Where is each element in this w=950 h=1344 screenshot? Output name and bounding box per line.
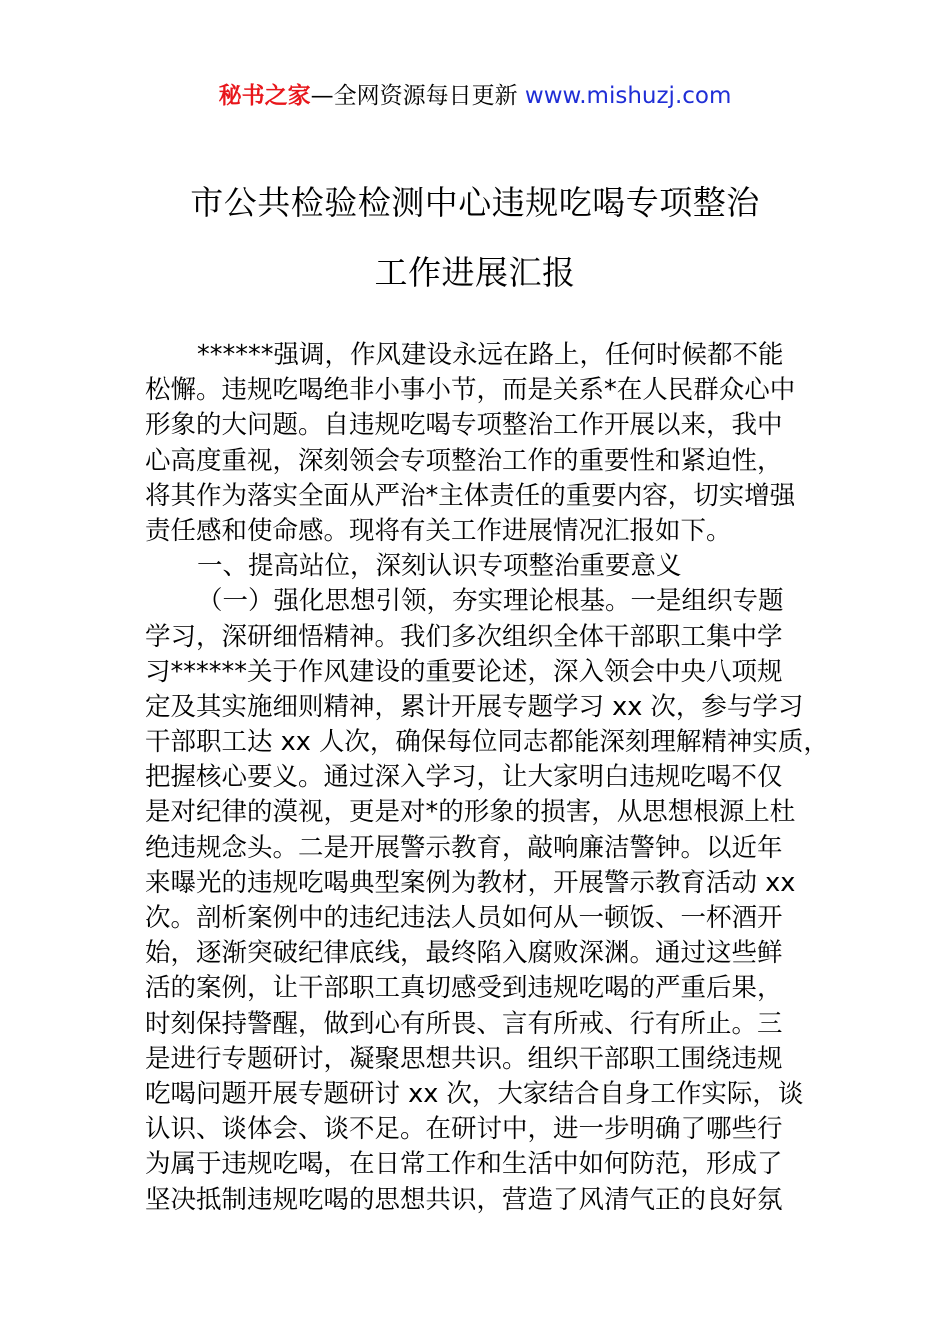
body-line: 绝违规念头。二是开展警示教育，敲响廉洁警钟。以近年 [145,832,783,863]
body-line: 始，逐渐突破纪律底线，最终陷入腐败深渊。通过这些鲜 [145,938,783,969]
section-heading: 一、提高站位，深刻认识专项整治重要意义 [197,551,682,582]
body-line: （一）强化思想引领，夯实理论根基。一是组织专题 [197,586,784,617]
body-line: 学习，深研细悟精神。我们多次组织全体干部职工集中学 [145,621,783,652]
body-line: 吃喝问题开展专题研讨 xx 次，大家结合自身工作实际，谈 [145,1078,804,1109]
body-line: 活的案例，让干部职工真切感受到违规吃喝的严重后果， [145,973,783,1004]
body-line: 心高度重视，深刻领会专项整治工作的重要性和紧迫性， [145,445,783,476]
body-line: 是对纪律的漠视，更是对*的形象的损害，从思想根源上杜 [145,797,796,828]
body-line: 是进行专题研讨，凝聚思想共识。组织干部职工围绕违规 [145,1043,783,1074]
site-slogan: —全网资源每日更新 [310,83,525,109]
body-line: 责任感和使命感。现将有关工作进展情况汇报如下。 [145,515,732,546]
body-line: 形象的大问题。自违规吃喝专项整治工作开展以来，我中 [145,410,783,441]
body-line: 定及其实施细则精神，累计开展专题学习 xx 次，参与学习 [145,691,804,722]
body-line: 来曝光的违规吃喝典型案例为教材，开展警示教育活动 xx [145,867,796,898]
document-title-line-1: 市公共检验检测中心违规吃喝专项整治 [190,183,760,222]
site-header [0,80,950,112]
body-line: 干部职工达 xx 人次，确保每位同志都能深刻理解精神实质， [145,727,829,758]
body-line: 为属于违规吃喝，在日常工作和生活中如何防范，形成了 [145,1149,783,1180]
body-line: 松懈。违规吃喝绝非小事小节，而是关系*在人民群众心中 [145,375,796,406]
body-line: 习******关于作风建设的重要论述，深入领会中央八项规 [145,656,783,687]
document-title-line-2: 工作进展汇报 [374,253,576,292]
body-line: 坚决抵制违规吃喝的思想共识，营造了风清气正的良好氛 [145,1184,783,1215]
body-line: 把握核心要义。通过深入学习，让大家明白违规吃喝不仅 [145,762,783,793]
body-line: 认识、谈体会、谈不足。在研讨中，进一步明确了哪些行 [145,1114,783,1145]
body-line: 将其作为落实全面从严治*主体责任的重要内容，切实增强 [145,480,796,511]
document-body [145,338,829,1218]
body-line: 时刻保持警醒，做到心有所畏、言有所戒、行有所止。三 [145,1008,783,1039]
body-line: ******强调，作风建设永远在路上，任何时候都不能 [197,340,784,370]
site-url-link[interactable]: www.mishuzj.com [524,83,732,109]
body-line: 次。剖析案例中的违纪违法人员如何从一顿饭、一杯酒开 [145,903,783,933]
site-brand: 秘书之家 [218,83,311,109]
